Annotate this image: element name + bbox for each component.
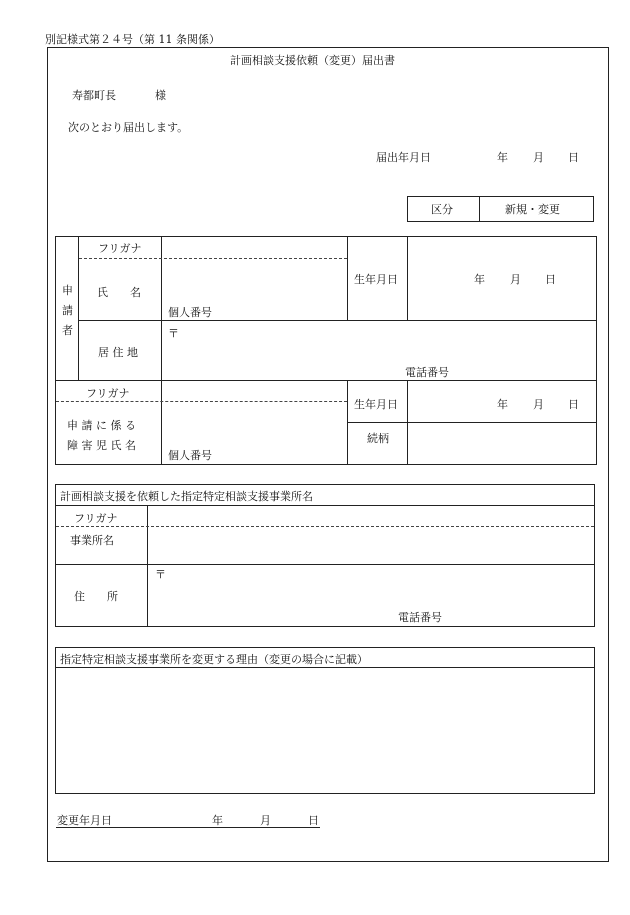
- filing-date-month: 月: [533, 151, 544, 164]
- applicant-phone-label: 電話番号: [405, 366, 449, 379]
- form-number: 別記様式第２４号（第 11 条関係）: [45, 33, 220, 46]
- applicant-side-label-3: 者: [62, 324, 73, 337]
- category-value[interactable]: 新規・変更: [505, 203, 560, 216]
- change-date-month: 月: [260, 814, 271, 827]
- child-birthdate-label: 生年月日: [354, 398, 398, 411]
- child-birth-day: 日: [568, 398, 579, 411]
- child-name-label-1: 申 請 に 係 る: [67, 419, 136, 432]
- child-name-label-2: 障 害 児 氏 名: [67, 439, 136, 452]
- provider-section-title: 計画相談支援を依頼した指定特定相談支援事業所名: [60, 490, 313, 503]
- change-date-underline: [56, 827, 320, 828]
- applicant-birth-year: 年: [474, 273, 485, 286]
- provider-address-label: 住 所: [74, 590, 118, 603]
- change-date-day: 日: [308, 814, 319, 827]
- addressee: 寿都町長: [72, 89, 116, 102]
- intro-text: 次のとおり届出します。: [68, 121, 189, 134]
- child-birth-year: 年: [497, 398, 508, 411]
- child-birth-month: 月: [533, 398, 544, 411]
- form-title: 計画相談支援依頼（変更）届出書: [230, 54, 395, 67]
- applicant-side-label-2: 請: [62, 304, 73, 317]
- filing-date-year: 年: [497, 151, 508, 164]
- applicant-address-label: 居 住 地: [98, 346, 138, 359]
- honorific: 様: [155, 89, 166, 102]
- applicant-furigana-label: フリガナ: [98, 242, 142, 255]
- applicant-personal-number-label: 個人番号: [168, 306, 212, 319]
- applicant-postal-mark: 〒: [168, 327, 179, 340]
- filing-date-day: 日: [568, 151, 579, 164]
- applicant-birthdate-label: 生年月日: [354, 273, 398, 286]
- filing-date-label: 届出年月日: [376, 151, 431, 164]
- provider-phone-label: 電話番号: [398, 611, 442, 624]
- reason-box: [55, 647, 595, 794]
- applicant-side-label-1: 申: [62, 284, 73, 297]
- provider-postal-mark: 〒: [155, 568, 166, 581]
- child-relation-label: 続柄: [367, 432, 389, 445]
- provider-furigana-label: フリガナ: [74, 512, 118, 525]
- provider-office-name-label: 事業所名: [70, 534, 114, 547]
- change-date-label: 変更年月日: [57, 814, 112, 827]
- applicant-birth-month: 月: [510, 273, 521, 286]
- change-date-year: 年: [212, 814, 223, 827]
- applicant-birth-day: 日: [545, 273, 556, 286]
- reason-section-title: 指定特定相談支援事業所を変更する理由（変更の場合に記載）: [60, 653, 368, 666]
- applicant-name-label: 氏 名: [97, 286, 141, 299]
- child-furigana-label: フリガナ: [86, 387, 130, 400]
- child-personal-number-label: 個人番号: [168, 449, 212, 462]
- category-label: 区分: [431, 203, 453, 216]
